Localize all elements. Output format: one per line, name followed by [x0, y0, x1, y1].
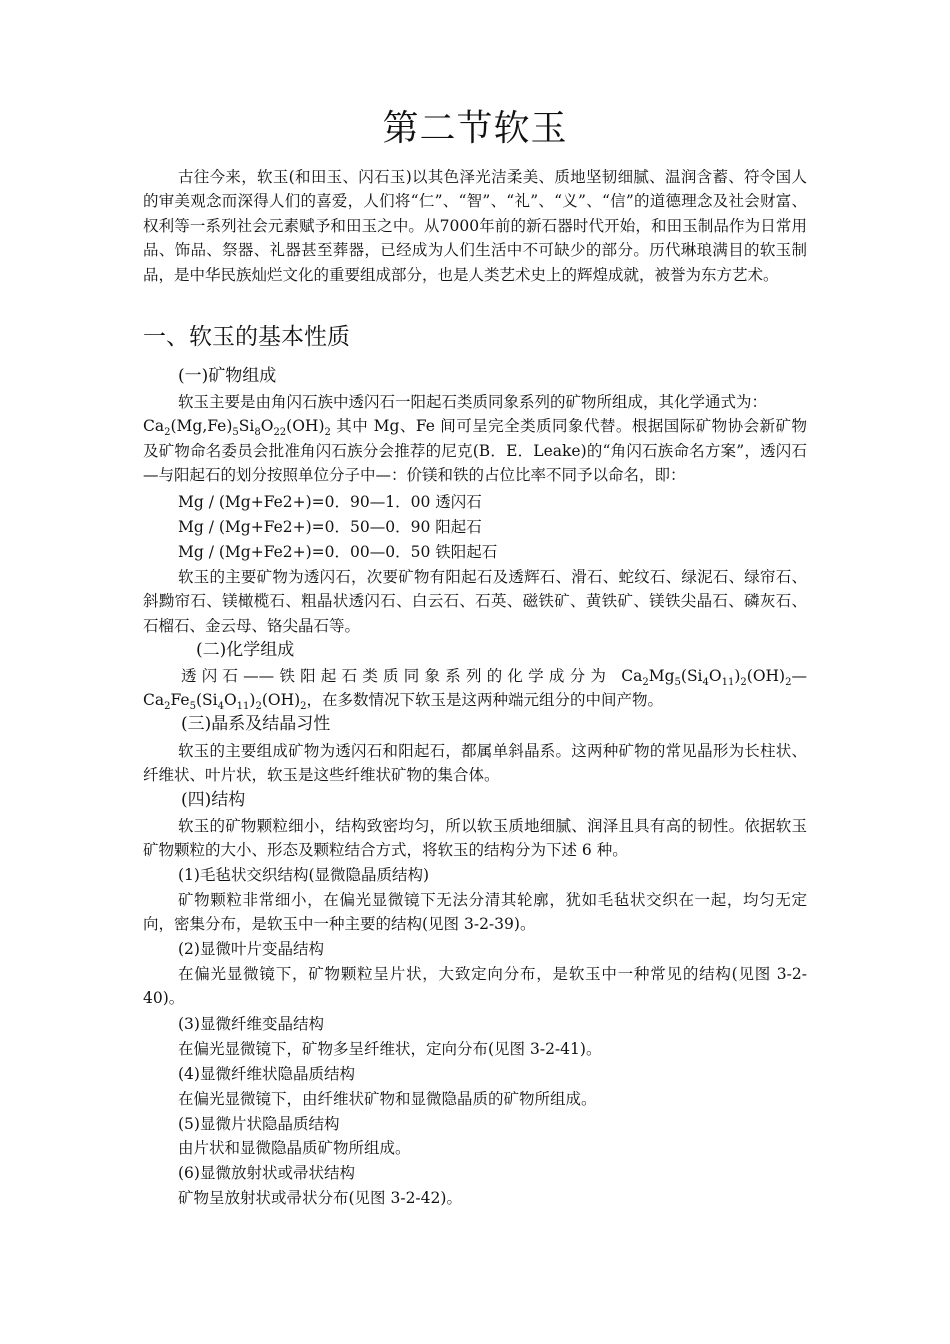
structure-item-title: (3)显微纤维变晶结构 [178, 1015, 324, 1033]
chem-line-1 [143, 664, 807, 688]
structure-item-desc: 在偏光显微镜下，矿物颗粒呈片状，大致定向分布，是软玉中一种常见的结构(见图 3-2-40)。 [143, 965, 807, 1008]
structure-item-desc: 矿物颗粒非常细小，在偏光显微镜下无法分清其轮廓，犹如毛毡状交织在一起，均匀无定向，密集分布，是软玉中一种主要的结构(见图 3-2-39)。 [143, 891, 807, 934]
structure-item-title: (6)显微放射状或帚状结构 [178, 1164, 355, 1182]
mineral-description: 其中 Mg、Fe 间可呈完全类质同象代替。根据国际矿物协会新矿物及矿物命名委员会批准角闪石族分会推荐的尼克(B．E．Leake)的“角闪石族命名方案”，透闪石—与阳起石的划分按照单位分子中—：价镁和铁的占位比率不同予以命名，即： [143, 417, 807, 485]
ratio-line-ferroactinolite: Mg / (Mg+Fe2+)=0．00—0．50 铁阳起石 [178, 543, 498, 561]
page-title: 第二节软玉 [382, 108, 568, 149]
mineral-intro: 软玉主要是由角闪石族中透闪石一阳起石类质同象系列的矿物所组成，其化学通式为： [178, 393, 768, 411]
tremolite-formula: $Ca_2Mg_5(Si_4O_{11})_2(OH)_2—$ [621, 667, 807, 688]
structure-item-title: (4)显微纤维状隐晶质结构 [178, 1065, 355, 1083]
structure-heading: (四)结构 [181, 790, 246, 810]
chem-conclusion: ，在多数情况下软玉是这两种端元组分的中间产物。 [306, 691, 664, 710]
ratio-line-tremolite: Mg / (Mg+Fe2+)=0．90—1．00 透闪石 [178, 493, 482, 511]
crystal-paragraph: 软玉的主要组成矿物为透闪石和阳起石，都属单斜晶系。这两种矿物的常见晶形为长柱状、纤维状、叶片状，软玉是这些纤维状矿物的集合体。 [143, 742, 807, 785]
mineral-paragraph-1 [143, 390, 807, 488]
chem-text: 透闪石——铁阳起石类质同象系列的化学成分为 [181, 667, 612, 685]
general-formula: $Ca_2(Mg,Fe)_5Si_8O_{22}(OH)_2$ [143, 417, 331, 439]
structure-item-title: (5)显微片状隐晶质结构 [178, 1115, 340, 1133]
mineral-paragraph-2: 软玉的主要矿物为透闪石，次要矿物有阳起石及透辉石、滑石、蛇纹石、绿泥石、绿帘石、斜黝帘石、镁橄榄石、粗晶状透闪石、白云石、石英、磁铁矿、黄铁矿、镁铁尖晶石、磷灰石、石榴石、金云母、铬尖晶石等。 [143, 568, 807, 635]
structure-item-desc: 矿物呈放射状或帚状分布(见图 3-2-42)。 [178, 1189, 462, 1207]
chem-heading: (二)化学组成 [196, 640, 295, 660]
mineral-heading: (一)矿物组成 [178, 366, 277, 386]
intro-paragraph: 古往今来，软玉(和田玉、闪石玉)以其色泽光洁柔美、质地坚韧细腻、温润含蓄、符令国人的审美观念而深得人们的喜爱，人们将“仁”、“智”、“礼”、“义”、“信”的道德理念及社会财富、权利等一系列社会元素赋予和田玉之中。从7000年前的新石器时代开始，和田玉制品作为日常用品、饰品、祭器、礼器甚至葬器，已经成为人们生活中不可缺少的部分。历代琳琅满目的软玉制品，是中华民族灿烂文化的重要组成部分，也是人类艺术史上的辉煌成就，被誉为东方艺术。 [143, 168, 807, 284]
structure-item-title: (1)毛毡状交织结构(显微隐晶质结构) [178, 866, 430, 884]
ratio-line-actinolite: Mg / (Mg+Fe2+)=0．50—0．90 阳起石 [178, 518, 482, 536]
structure-item-desc: 在偏光显微镜下，由纤维状矿物和显微隐晶质的矿物所组成。 [178, 1090, 597, 1108]
crystal-heading: (三)晶系及结晶习性 [181, 714, 331, 734]
chem-line-2 [143, 688, 807, 712]
chem-paragraph [143, 664, 807, 713]
section-heading: 一、软玉的基本性质 [143, 324, 350, 350]
structure-item-title: (2)显微叶片变晶结构 [178, 940, 324, 958]
structure-intro: 软玉的矿物颗粒细小，结构致密均匀，所以软玉质地细腻、润泽且具有高的韧性。依据软玉矿物颗粒的大小、形态及颗粒结合方式，将软玉的结构分为下述 6 种。 [143, 817, 807, 860]
structure-item-desc: 在偏光显微镜下，矿物多呈纤维状，定向分布(见图 3-2-41)。 [178, 1040, 602, 1058]
structure-item-desc: 由片状和显微隐晶质矿物所组成。 [178, 1139, 411, 1157]
mineral-formula-and-rest [143, 414, 807, 487]
ferroactinolite-formula: $Ca_2Fe_5(Si_4O_{11})_2(OH)_2$ [143, 691, 307, 713]
